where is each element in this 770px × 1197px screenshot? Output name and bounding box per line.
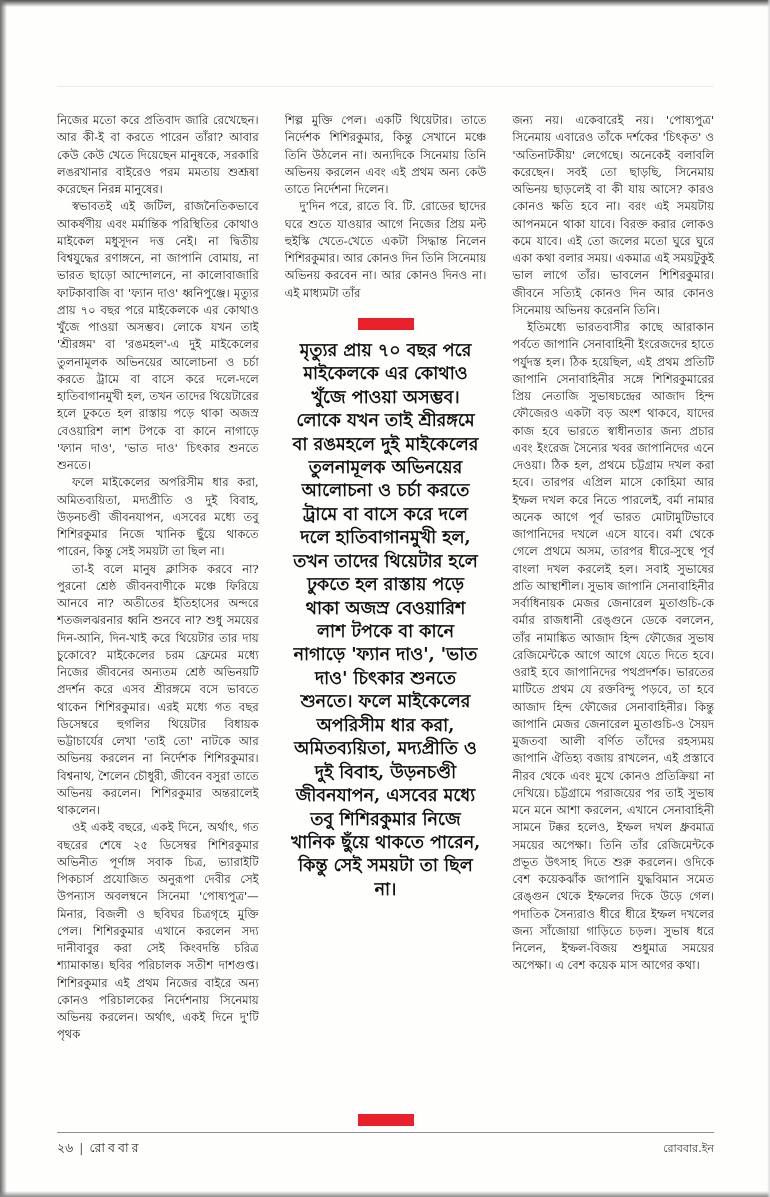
top-rule [57,86,714,87]
scan-edge-top [0,0,770,7]
article-paragraph: ওই একই বছরে, একই দিনে, অর্থাৎ, গত বছরের শেষে ২৫ ডিসেম্বর শিশিরকুমার অভিনীত পূর্ণাঙ্গ সবাক চিত্র, ভ্যারাইটি পিকচার্স প্রযোজিত অনুরূপা দেবীর সেই উপন্যাস অবলম্বনে সিনেমা 'পোষ্যপুত্র'— মিনার, বিজলী ও ছবিঘর চিত্রগৃহে মুক্তি পেল। শিশিরকুমার এখানে করলেন সদ্য দানীবাবুর করা সেই কিংবদন্তি চরিত্র শ্যামাকান্ত। ছবির পরিচালক সতীশ দাশগুপ্ত। শিশিরকুমার এই প্রথম নিজের বাইরে অন্য কোনও পরিচালকের নির্দেশনায় সিনেমায় অভিনয় করলেন। অর্থাৎ, একই দিনে দু'টি পৃথক [57,820,259,1042]
article-paragraph: ফলে মাইকেলের অপরিসীম ধার করা, অমিতব্যয়িতা, মদ্যপ্রীতি ও দুই বিবাহ, উড়নচণ্ডী জীবনযাপন, এসবের মধ্যে তবু শিশিরকুমার নিজে খানিক ছুঁয়ে থাকতে পারেন, কিন্তু সেই সময়টা তা ছিল না। [57,475,259,559]
pullquote-accent-bar-bottom [358,1114,414,1126]
article-paragraph: জন্য নয়। একেবারেই নয়। 'পোষ্যপুত্র' সিনেমায় এবারেও তাঁকে দর্শকের 'চিৎকৃত' ও 'অতিনাটকীয়' লেগেছে। অনেকেই বলাবলি করেছেন। সবই তো ছাড়ছি, সিনেমায় অভিনয় ছাড়লেই বা কী যায় আসে? কারও কোনও ক্ষতি হবে না। বরং এই সময়টায় আপনমনে থাকা যাবে। বিরক্ত করার লোকও কমে যাবে। এই তো জলের মতো ঘুরে ঘুরে একা কথা বলার সময়। একমাত্র এই সময়টুকুই ভাল লাগে তাঁর। ভাবলেন শিশিরকুমার। জীবনে সত্যিই কোনও দিন আর কোনও সিনেমায় অভিনয় করেননি তিনি। [512,113,715,317]
article-paragraph: নিজের মতো করে প্রতিবাদ জারি রেখেছেন। আর কী-ই বা করতে পারেন তাঁরা? আবার কেউ কেউ খেতে দিয়েছেন মানুষকে, সরকারি লঙরখানার বাইরেও পরম মমতায় শুশ্রূষা করেছেন নিরন্ন মানুষের। [57,113,259,196]
article-column-3 [512,112,714,1128]
page-footer [57,1132,714,1160]
scan-edge-left [0,0,7,1197]
article-column-1 [57,112,259,1128]
pull-quote-text: মৃত্যুর প্রায় ৭০ বছর পরে মাইকেলকে এর কোথাও খুঁজে পাওয়া অসম্ভব। লোকে যখন তাই শ্রীরঙ্গমে বা রঙমহলে দুই মাইকেলের তুলনামূলক অভিনয়ের আলোচনা ও চর্চা করতে ট্রামে বা বাসে করে দলে দলে হাতিবাগানমুখী হল, তখন তাদের থিয়েটার হলে ঢুকতে হল রাস্তায় পড়ে থাকা অজস্র বেওয়ারিশ লাশ টপকে বা কানে নাগাড়ে 'ফ্যান দাও', 'ভাত দাও' চিৎকার শুনতে শুনতে। ফলে মাইকেলের অপরিসীম ধার করা, অমিতব্যয়িতা, মদ্যপ্রীতি ও দুই বিবাহ, উড়নচণ্ডী জীবনযাপন, এসবের মধ্যে তবু শিশিরকুমার নিজে খানিক ছুঁয়ে থাকতে পারেন, কিন্তু সেই সময়টা তা ছিল না। [290,340,481,900]
article-paragraph: শিল্প মুক্তি পেল। একটি থিয়েটার। তাতে নির্দেশক শিশিরকুমার, কিন্তু সেখানে মঞ্চে তিনি উঠলেন না। অন্যদিকে সিনেমায় তিনি অভিনয় করলেন এবং এই প্রথম অন্য কেউ তাতে নির্দেশনা দিলেন। [284,113,487,196]
magazine-brand: রোববার [89,1140,142,1155]
article-column-2 [285,112,487,1128]
article-paragraph: ইতিমধ্যে ভারতবাসীর কাছে আরাকান পর্বতে জাপানি সেনাবাহিনী ইংরেজদের হাতে পর্যুদস্ত হল। ঠিক হয়েছিল, এই প্রথম প্রতিটি জাপানি সেনাবাহিনীর সঙ্গে শিশিরকুমারের প্রিয় নেতাজি সুভাষচন্দ্রের আজাদ হিন্দ ফৌজেরও একটা বড় অংশ থাকবে, যাদের কাজ হবে ভারতে স্বাধীনতার জন্য প্রচার এবং ইংরেজ সৈন্যের খবর জাপানিদের এনে দেওয়া। ঠিক হল, প্রথমে চট্টগ্রাম দখল করা হবে। তারপর এপ্রিল মাসে কোহিমা আর ইম্ফল দখল করে নিতে পারলেই, বর্মা নামার অনেক আগে পূর্ব ভারত মোটামুটিভাবে জাপানিদের দখলে এসে যাবে। বর্মা থেকে গেলে প্রথমে অসম, তারপর ধীরে-সুস্থে পূর্ব বাংলা দখল করলেই হল। সবাই সুভাষের প্রতি আস্থাশীল। সুভাষ জাপানি সেনাবাহিনীর সর্বাধিনায়ক মেজর জেনারেল মুতাগুচি-কে বর্মার রাজধানী রেঙ্গুনে ডেকে বললেন, তাঁর নামাঙ্কিত আজাদ হিন্দ ফৌজের সুভাষ রেজিমেন্টকে আগে আগে যেতে দিতে হবে। ওরাই হবে জাপানিদের পথপ্রদর্শক। ভারতের মাটিতে প্রথম যে রক্তবিন্দু পড়বে, তা হবে আজাদ হিন্দ ফৌজের সেনাবাহিনীর। কিন্তু জাপানি মেজর জেনারেল মুতাগুচি-ও সৈয়দ মুজতবা আলী বর্ণিত তাঁদের রহস্যময় জাপানি ঐতিহ্য বজায় রাখলেন, এই প্রস্তাবে নীরব থেকে এবং মুখে কোনও প্রতিক্রিয়া না দেখিয়ে। চট্টগ্রামে পরাজয়ের পর তাই সুভাষ মনে মনে আশা করলেন, এখানে সেনাবাহিনী সামনে টক্কর হলেও, ইম্ফল দখল ধ্রুবমাত্র সময়ের অপেক্ষা। তিনি তাঁর রেজিমেন্টকে প্রভূত উৎসাহ দিতে শুরু করলেন। ওদিকে বেশ কয়েকঝাঁক জাপানি যুদ্ধবিমান সমেত রেঙ্গুন থেকে ইম্ফলের দিকে উড়ে গেল। পদাতিক সৈন্যরাও ধীরে ধীরে ইম্ফল দখলের জন্য সাঁজোয়া গাড়িতে চড়ল। সুভাষ ধরে নিলেন, ইম্ফল-বিজয় শুধুমাত্র সময়ের অপেক্ষা। এ বেশ কয়েক মাস আগের কথা। [512,320,715,973]
article-paragraph: দু'দিন পরে, রাতে বি. টি. রোডের ছাদের ঘরে শুতে যাওয়ার আগে নিজের প্রিয় মল্ট হুইস্কি খেতে-খেতে একটা সিদ্ধান্ত নিলেন শিশিরকুমার। আর কোনও দিন তিনি সিনেমায় অভিনয় করবেন না। আর কোনও দিনও না। এই মাধ্যমটা তাঁর [284,199,487,300]
article-paragraph: তা-ই বলে মানুষ ক্লাসিক করবে না? পুরনো শ্রেষ্ঠ জীবনবাণীকে মঞ্চে ফিরিয়ে আনবে না? অতীতের ইতিহাসের অন্দরে শতজলঝরনার ধ্বনি শুনবে না? শুধু সময়ের দিন-আনি, দিন-খাই করে থিয়েটার তার দায় চুকোবে? মাইকেলের চরম ফ্রেমের মধ্যে নিজের জীবনের অন্যতম শ্রেষ্ঠ অভিনয়টি প্রদর্শন করে এসব শ্রীরঙ্গমে বসে ভাবতে থাকেন শিশিরকুমার। এরই মধ্যে গত বছর ডিসেম্বরে হুগলির থিয়েটার বিধায়ক ভট্টাচার্যের লেখা 'তাই তো' নাটকে আর অভিনয় করলেন না নির্দেশক শিশিরকুমার। বিশ্বনাথ, শৈলেন চৌধুরী, জীবেন বসুরা তাতে অভিনয় করলেন। শিশিরকুমার অন্তরালেই থাকলেন। [57,561,259,817]
column-2-top-text [285,112,487,302]
footer-left [57,1140,141,1160]
pull-quote-block [285,312,487,1128]
pullquote-accent-bar-top [358,318,414,330]
article-paragraph: স্বভাবতই এই জটিল, রাজনৈতিকভাবে আকর্ষণীয় এবং মর্মান্তিক পরিস্থিতির কোথাও মাইকেল মধুসূদন দত্ত নেই। না দ্বিতীয় বিশ্বযুদ্ধের রণাঙ্গনে, না জাপানি বোমায়, না ভারত ছাড়ো আন্দোলনে, না কালোবাজারি ফাটকাবাজি বা 'ফ্যান দাও' ধ্বনিপুঞ্জে। মৃত্যুর প্রায় ৭০ বছর পরে মাইকেলকে এর কোথাও খুঁজে পাওয়া অসম্ভব। লোকে যখন তাই 'শ্রীরঙ্গম' বা 'রঙমহল'-এ দুই মাইকেলের তুলনামূলক অভিনয়ের আলোচনা ও চর্চা করতে ট্রামে বা বাসে করে দলে-দলে হাতিবাগানমুখী হল, তখন তাদের থিয়েটারের হলে ঢুকতে হল রাস্তায় পড়ে থাকা অজস্র বেওয়ারিশ লাশ টপকে বা কানে নাগাড়ে 'ফ্যান দাও', 'ভাত দাও' চিৎকার শুনতে শুনতে। [57,199,259,472]
scan-edge-bottom [0,1191,770,1197]
page-number: ২৬ [57,1140,74,1155]
footer-right: রোববার.ইন [663,1142,714,1155]
article-body [57,112,714,1128]
footer-separator: | [79,1140,84,1155]
